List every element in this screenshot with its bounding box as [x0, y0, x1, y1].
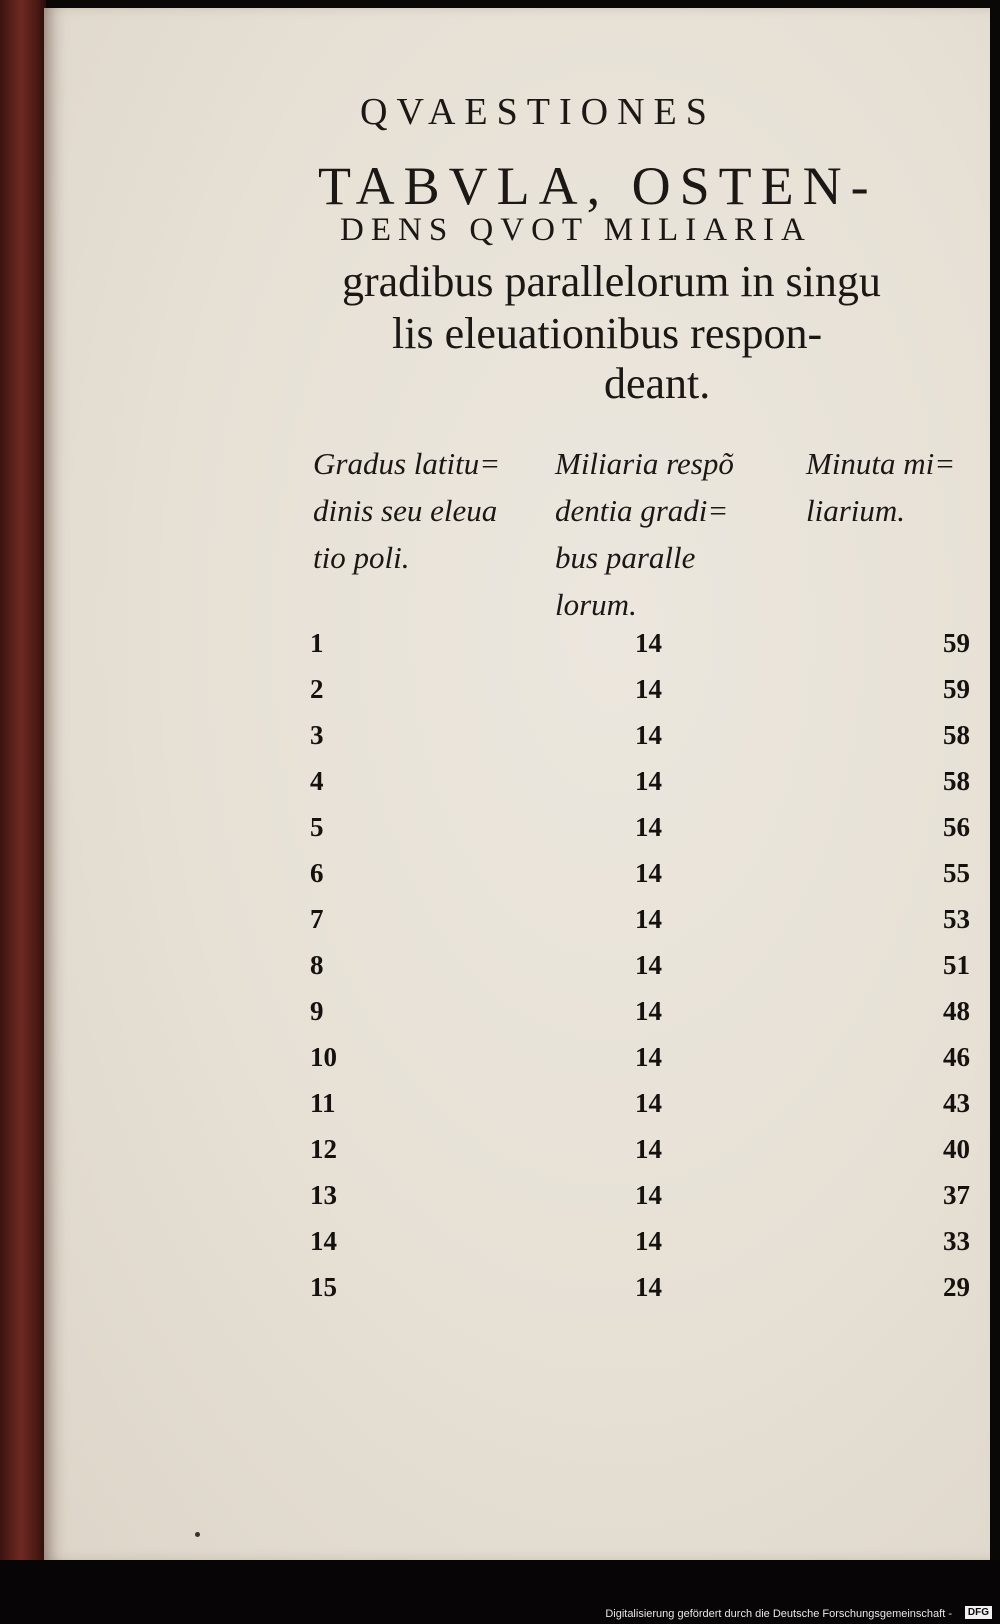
minutes-cell: 58 — [943, 766, 970, 796]
table-row — [310, 1180, 970, 1226]
latitude-cell: 2 — [310, 674, 324, 704]
miles-cell: 14 — [635, 1134, 662, 1164]
miles-cell: 14 — [635, 996, 662, 1026]
table-row — [310, 858, 970, 904]
degree-table — [310, 628, 970, 1318]
miles-cell: 14 — [635, 1088, 662, 1118]
minutes-cell: 56 — [943, 812, 970, 842]
latitude-cell: 8 — [310, 950, 324, 980]
minutes-cell: 59 — [943, 674, 970, 704]
table-row — [310, 1088, 970, 1134]
table-title-line-2: DENS QVOT MILIARIA — [340, 212, 812, 248]
table-title-line-4: lis eleuationibus respon- — [392, 309, 823, 358]
dfg-logo: DFG — [965, 1606, 992, 1619]
latitude-cell: 15 — [310, 1272, 337, 1302]
miles-cell: 14 — [635, 858, 662, 888]
latitude-cell: 9 — [310, 996, 324, 1026]
latitude-cell: 5 — [310, 812, 324, 842]
table-title-line-1: TABVLA, OSTEN- — [318, 156, 878, 216]
table-row — [310, 1226, 970, 1272]
miles-cell: 14 — [635, 1180, 662, 1210]
book-spine — [0, 0, 46, 1560]
miles-cell: 14 — [635, 720, 662, 750]
miles-cell: 14 — [635, 1226, 662, 1256]
table-row — [310, 720, 970, 766]
table-row — [310, 628, 970, 674]
table-title-line-5: deant. — [604, 359, 711, 408]
miles-cell: 14 — [635, 674, 662, 704]
table-row — [310, 766, 970, 812]
column-header-latitude: Gradus latitu= dinis seu eleua tio poli. — [313, 446, 501, 575]
ink-speck — [195, 1532, 200, 1537]
minutes-cell: 43 — [943, 1088, 970, 1118]
latitude-cell: 13 — [310, 1180, 337, 1210]
minutes-cell: 29 — [943, 1272, 970, 1302]
table-row — [310, 812, 970, 858]
latitude-cell: 6 — [310, 858, 324, 888]
minutes-cell: 40 — [943, 1134, 970, 1164]
latitude-cell: 1 — [310, 628, 324, 658]
minutes-cell: 59 — [943, 628, 970, 658]
latitude-cell: 11 — [310, 1088, 336, 1118]
table-row — [310, 950, 970, 996]
column-header-minutes: Minuta mi= liarium. — [806, 446, 956, 528]
minutes-cell: 33 — [943, 1226, 970, 1256]
minutes-cell: 58 — [943, 720, 970, 750]
latitude-cell: 3 — [310, 720, 324, 750]
minutes-cell: 51 — [943, 950, 970, 980]
table-row — [310, 996, 970, 1042]
miles-cell: 14 — [635, 950, 662, 980]
table-row — [310, 1134, 970, 1180]
latitude-cell: 10 — [310, 1042, 337, 1072]
table-row — [310, 674, 970, 720]
table-title-line-3: gradibus parallelorum in singu — [342, 257, 881, 306]
minutes-cell: 53 — [943, 904, 970, 934]
latitude-cell: 12 — [310, 1134, 337, 1164]
running-head: QVAESTIONES — [360, 91, 716, 133]
table-row — [310, 904, 970, 950]
minutes-cell: 55 — [943, 858, 970, 888]
miles-cell: 14 — [635, 904, 662, 934]
digitization-credit: Digitalisierung gefördert durch die Deutsche Forschungsgemeinschaft - — [605, 1608, 952, 1620]
column-header-miles: Miliaria respõ dentia gradi= bus paralle lorum. — [555, 446, 734, 622]
miles-cell: 14 — [635, 628, 662, 658]
table-row — [310, 1272, 970, 1318]
latitude-cell: 7 — [310, 904, 324, 934]
table-row — [310, 1042, 970, 1088]
minutes-cell: 37 — [943, 1180, 970, 1210]
latitude-cell: 4 — [310, 766, 324, 796]
miles-cell: 14 — [635, 1272, 662, 1302]
minutes-cell: 48 — [943, 996, 970, 1026]
minutes-cell: 46 — [943, 1042, 970, 1072]
miles-cell: 14 — [635, 766, 662, 796]
latitude-cell: 14 — [310, 1226, 337, 1256]
miles-cell: 14 — [635, 812, 662, 842]
miles-cell: 14 — [635, 1042, 662, 1072]
